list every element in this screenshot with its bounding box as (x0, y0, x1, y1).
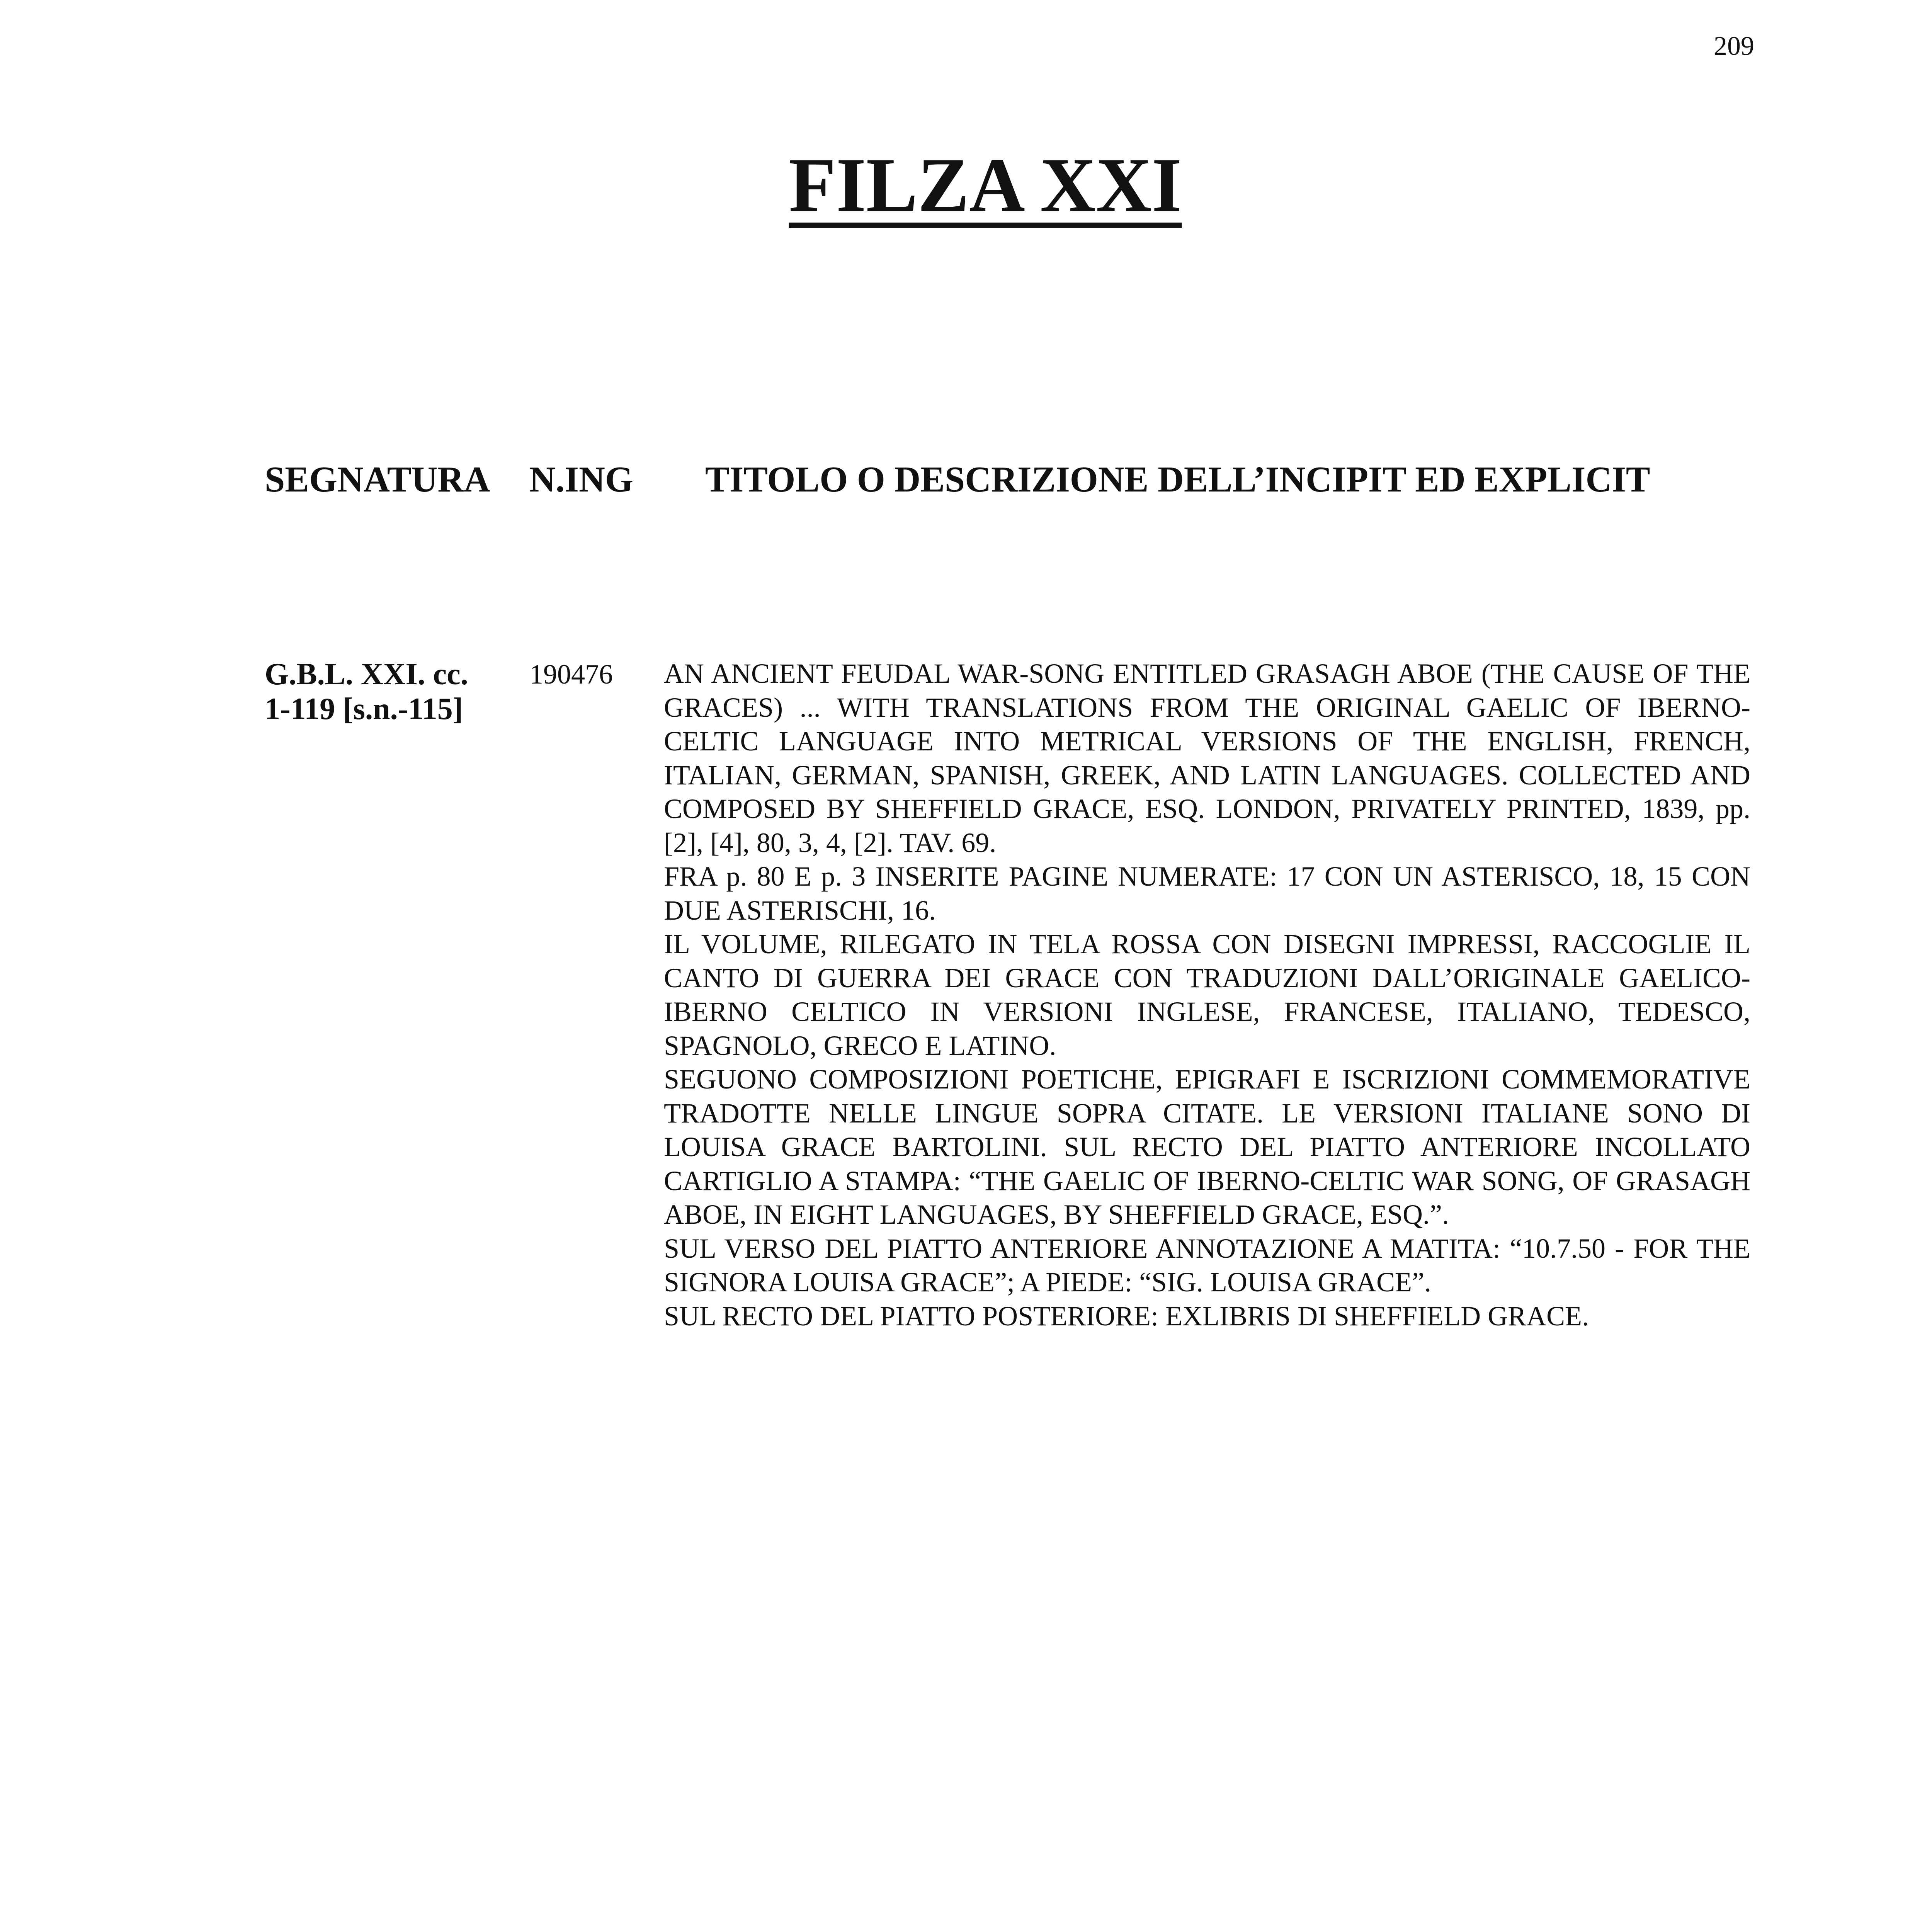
description-paragraph: IL VOLUME, RILEGATO IN TELA ROSSA CON DISEGNI IMPRESSI, RACCOGLIE IL CANTO DI GUERRA DEI GRACE CON TRADUZIONI DALL’ORIGINALE GAELICO-IBERNO CELTICO IN VERSIONI INGLESE, FRANCESE, ITALIANO, TEDESCO, SPAGNOLO, GRECO E LATINO. (664, 929, 1750, 1061)
header-segnatura: SEGNATURA (265, 459, 490, 500)
header-titolo: TITOLO O DESCRIZIONE DELL’INCIPIT ED EXPLICIT (705, 459, 1650, 500)
description-paragraph: AN ANCIENT FEUDAL WAR-SONG ENTITLED GRASAGH ABOE (THE CAUSE OF THE GRACES) ... WITH TRANSLATIONS FROM THE ORIGINAL GAELIC OF IBERNO-CELTIC LANGUAGE INTO METRICAL VERSIONS OF THE ENGLISH, FRENCH, ITALIAN, GERMAN, SPANISH, GREEK, AND LATIN LANGUAGES. COLLECTED AND COMPOSED BY SHEFFIELD GRACE, ESQ. LONDON, PRIVATELY PRINTED, 1839, pp. [2], [4], 80, 3, 4, [2]. TAV. 69. (664, 658, 1750, 858)
entry-ning: 190476 (529, 659, 613, 690)
description-paragraph: SUL VERSO DEL PIATTO ANTERIORE ANNOTAZIONE A MATITA: “10.7.50 - FOR THE SIGNORA LOUISA GRACE”; A PIEDE: “SIG. LOUISA GRACE”. (664, 1233, 1750, 1298)
segnatura-line-2: 1-119 [s.n.-115] (265, 692, 463, 726)
page-title: FILZA XXI (789, 143, 1182, 228)
page-number: 209 (1714, 31, 1754, 61)
segnatura-line-1: G.B.L. XXI. cc. (265, 657, 468, 691)
header-ning: N.ING (529, 459, 633, 500)
entry-description (664, 657, 1750, 1333)
description-paragraph: SUL RECTO DEL PIATTO POSTERIORE: EXLIBRIS DI SHEFFIELD GRACE. (664, 1300, 1589, 1332)
description-paragraph: FRA p. 80 E p. 3 INSERITE PAGINE NUMERATE: 17 CON UN ASTERISCO, 18, 15 CON DUE ASTERISCHI, 16. (664, 861, 1750, 926)
entry-segnatura (265, 657, 512, 726)
description-paragraph: SEGUONO COMPOSIZIONI POETICHE, EPIGRAFI E ISCRIZIONI COMMEMORATIVE TRADOTTE NELLE LINGUE SOPRA CITATE. LE VERSIONI ITALIANE SONO DI LOUISA GRACE BARTOLINI. SUL RECTO DEL PIATTO ANTERIORE INCOLLATO CARTIGLIO A STAMPA: “THE GAELIC OF IBERNO-CELTIC WAR SONG, OF GRASAGH ABOE, IN EIGHT LANGUAGES, BY SHEFFIELD GRACE, ESQ.”. (664, 1064, 1750, 1230)
